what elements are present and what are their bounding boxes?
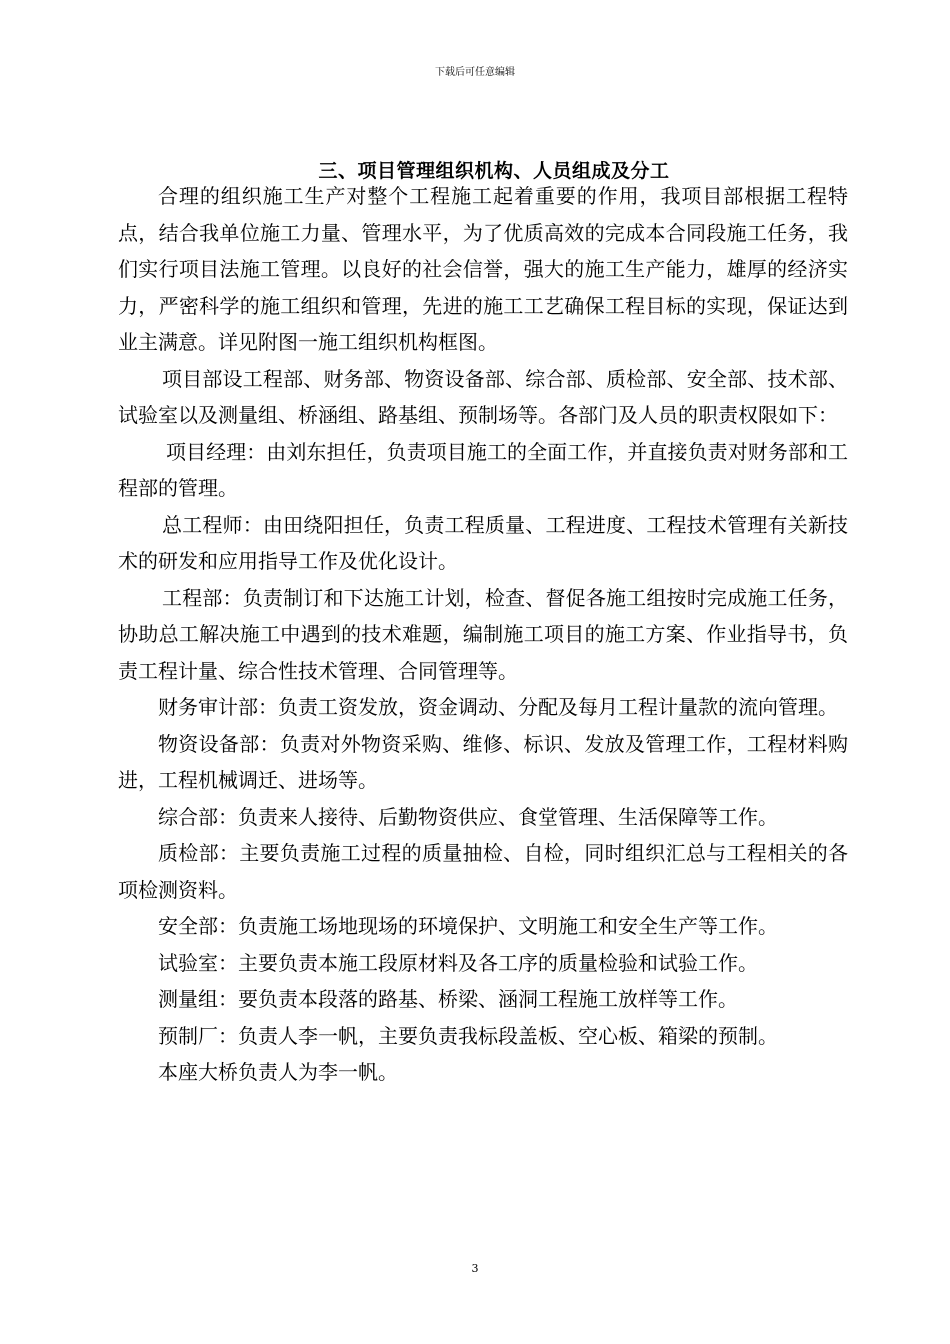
page-number: 3 (471, 1262, 479, 1275)
paragraph-finance-audit-dept: 财务审计部：负责工资发放，资金调动、分配及每月工程计量款的流向管理。 (158, 695, 838, 719)
paragraph-departments: 项目部设工程部、财务部、物资设备部、综合部、质检部、安全部、技术部、试验室以及测量组、桥涵组、路基组、预制场等。各部门及人员的职责权限如下： (118, 366, 848, 427)
paragraph-survey-team: 测量组：要负责本段落的路基、桥梁、涵洞工程施工放样等工作。 (158, 987, 738, 1011)
paragraph-safety-dept: 安全部：负责施工场地现场的环境保护、文明施工和安全生产等工作。 (158, 914, 778, 938)
paragraph-quality-inspection-dept: 质检部：主要负责施工过程的质量抽检、自检，同时组织汇总与工程相关的各项检测资料。 (118, 841, 848, 902)
paragraph-laboratory: 试验室：主要负责本施工段原材料及各工序的质量检验和试验工作。 (158, 950, 758, 975)
section-title: 三、项目管理组织机构、人员组成及分工 (318, 160, 670, 182)
paragraph-intro: 合理的组织施工生产对整个工程施工起着重要的作用，我项目部根据工程特点，结合我单位施工力量、管理水平，为了优质高效的完成本合同段施工任务，我们实行项目法施工管理。以良好的社会信誉，强大的施工生产能力，雄厚的经济实力，严密科学的施工组织和管理，先进的施工工艺确保工程目标的实现，保证达到业主满意。详见附图一施工组织机构框图。 (118, 184, 848, 354)
paragraph-engineering-dept: 工程部：负责制订和下达施工计划，检查、督促各施工组按时完成施工任务，协助总工解决施工中遇到的技术难题，编制施工项目的施工方案、作业指导书，负责工程计量、综合性技术管理、合同管理等。 (118, 585, 848, 683)
paragraph-general-affairs-dept: 综合部：负责来人接待、后勤物资供应、食堂管理、生活保障等工作。 (158, 804, 778, 829)
paragraph-chief-engineer: 总工程师：由田绕阳担任，负责工程质量、工程进度、工程技术管理有关新技术的研发和应用指导工作及优化设计。 (118, 512, 848, 573)
paragraph-precast-yard: 预制厂：负责人李一帆，主要负责我标段盖板、空心板、箱梁的预制。 (158, 1023, 778, 1048)
document-body (118, 178, 848, 1091)
paragraph-materials-equipment-dept: 物资设备部：负责对外物资采购、维修、标识、发放及管理工作，工程材料购进，工程机械调迁、进场等。 (118, 731, 848, 792)
paragraph-bridge-lead: 本座大桥负责人为李一帆。 (158, 1060, 398, 1084)
header-note: 下载后可任意编辑 (435, 67, 515, 78)
paragraph-project-manager: 项目经理：由刘东担任，负责项目施工的全面工作，并直接负责对财务部和工程部的管理。 (118, 439, 848, 500)
